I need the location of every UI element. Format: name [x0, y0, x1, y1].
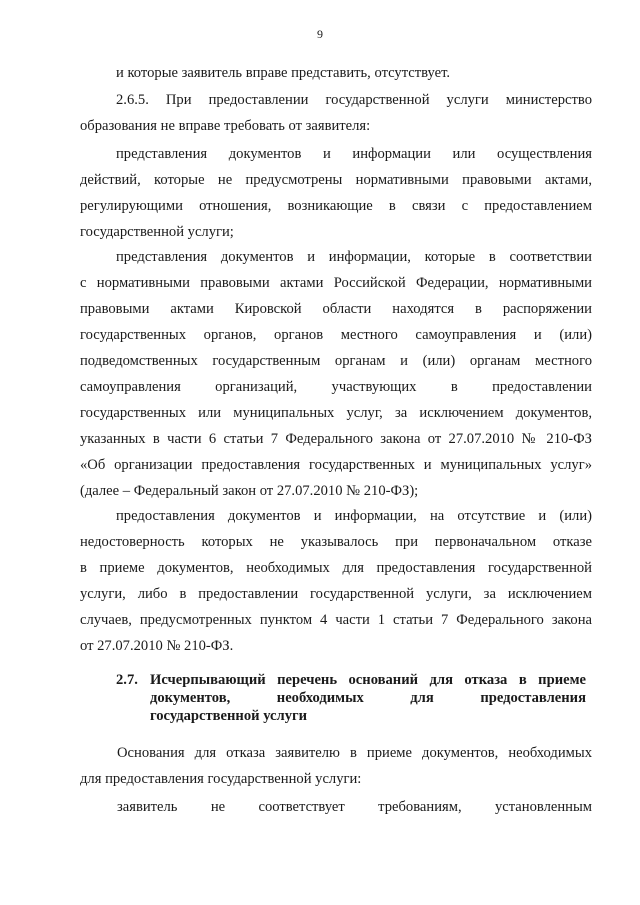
text-line: «Об организации предоставления государственных и муниципальных услуг» — [80, 457, 592, 473]
text-line: заявитель не соответствует требованиям, установленным — [117, 799, 592, 815]
text-line: в приеме документов, необходимых для предоставления государственной — [80, 560, 592, 576]
heading-line: Исчерпывающий перечень оснований для отказа в приеме — [150, 672, 586, 688]
text-line: образования не вправе требовать от заявителя: — [80, 118, 371, 134]
text-line: от 27.07.2010 № 210-ФЗ. — [80, 638, 234, 654]
text-line: 2.6.5. При предоставлении государственной услуги министерство — [116, 92, 592, 108]
text-line: с нормативными правовыми актами Российской Федерации, нормативными — [80, 275, 592, 291]
heading-line: документов, необходимых для предоставления — [150, 690, 586, 706]
text-line: правовыми актами Кировской области находятся в распоряжении — [80, 301, 592, 317]
text-line: предоставления документов и информации, на отсутствие и (или) — [116, 508, 592, 524]
text-line: государственных органов, органов местного самоуправления и (или) — [80, 327, 592, 343]
text-line: и которые заявитель вправе представить, отсутствует. — [116, 65, 451, 81]
text-line: для предоставления государственной услуги: — [80, 771, 362, 787]
text-line: случаев, предусмотренных пунктом 4 части 1 статьи 7 Федерального закона — [80, 612, 592, 628]
text-line: Основания для отказа заявителю в приеме документов, необходимых — [117, 745, 592, 761]
text-line: представления документов и информации, которые в соответствии — [116, 249, 592, 265]
text-line: государственных или муниципальных услуг, за исключением документов, — [80, 405, 592, 421]
text-line: государственной услуги; — [80, 224, 234, 240]
section-heading — [116, 671, 586, 725]
text-line: услуги, либо в предоставлении государственной услуги, за исключением — [80, 586, 592, 602]
text-line: указанных в части 6 статьи 7 Федерального закона от 27.07.2010 № 210-ФЗ — [80, 431, 592, 447]
page-number: 9 — [317, 27, 323, 41]
text-line: подведомственных государственным органам и (или) органам местного — [80, 353, 592, 369]
text-line: самоуправления организаций, участвующих в предоставлении — [80, 379, 592, 395]
heading-line: государственной услуги — [150, 708, 308, 724]
text-line: регулирующими отношения, возникающие в связи с предоставлением — [80, 198, 592, 214]
text-line: (далее – Федеральный закон от 27.07.2010 № 210-ФЗ); — [80, 483, 419, 499]
text-line: недостоверность которых не указывалось при первоначальном отказе — [80, 534, 592, 550]
section-number: 2.7. — [116, 672, 138, 688]
text-line: представления документов и информации или осуществления — [116, 146, 592, 162]
text-line: действий, которые не предусмотрены нормативными правовыми актами, — [80, 172, 592, 188]
